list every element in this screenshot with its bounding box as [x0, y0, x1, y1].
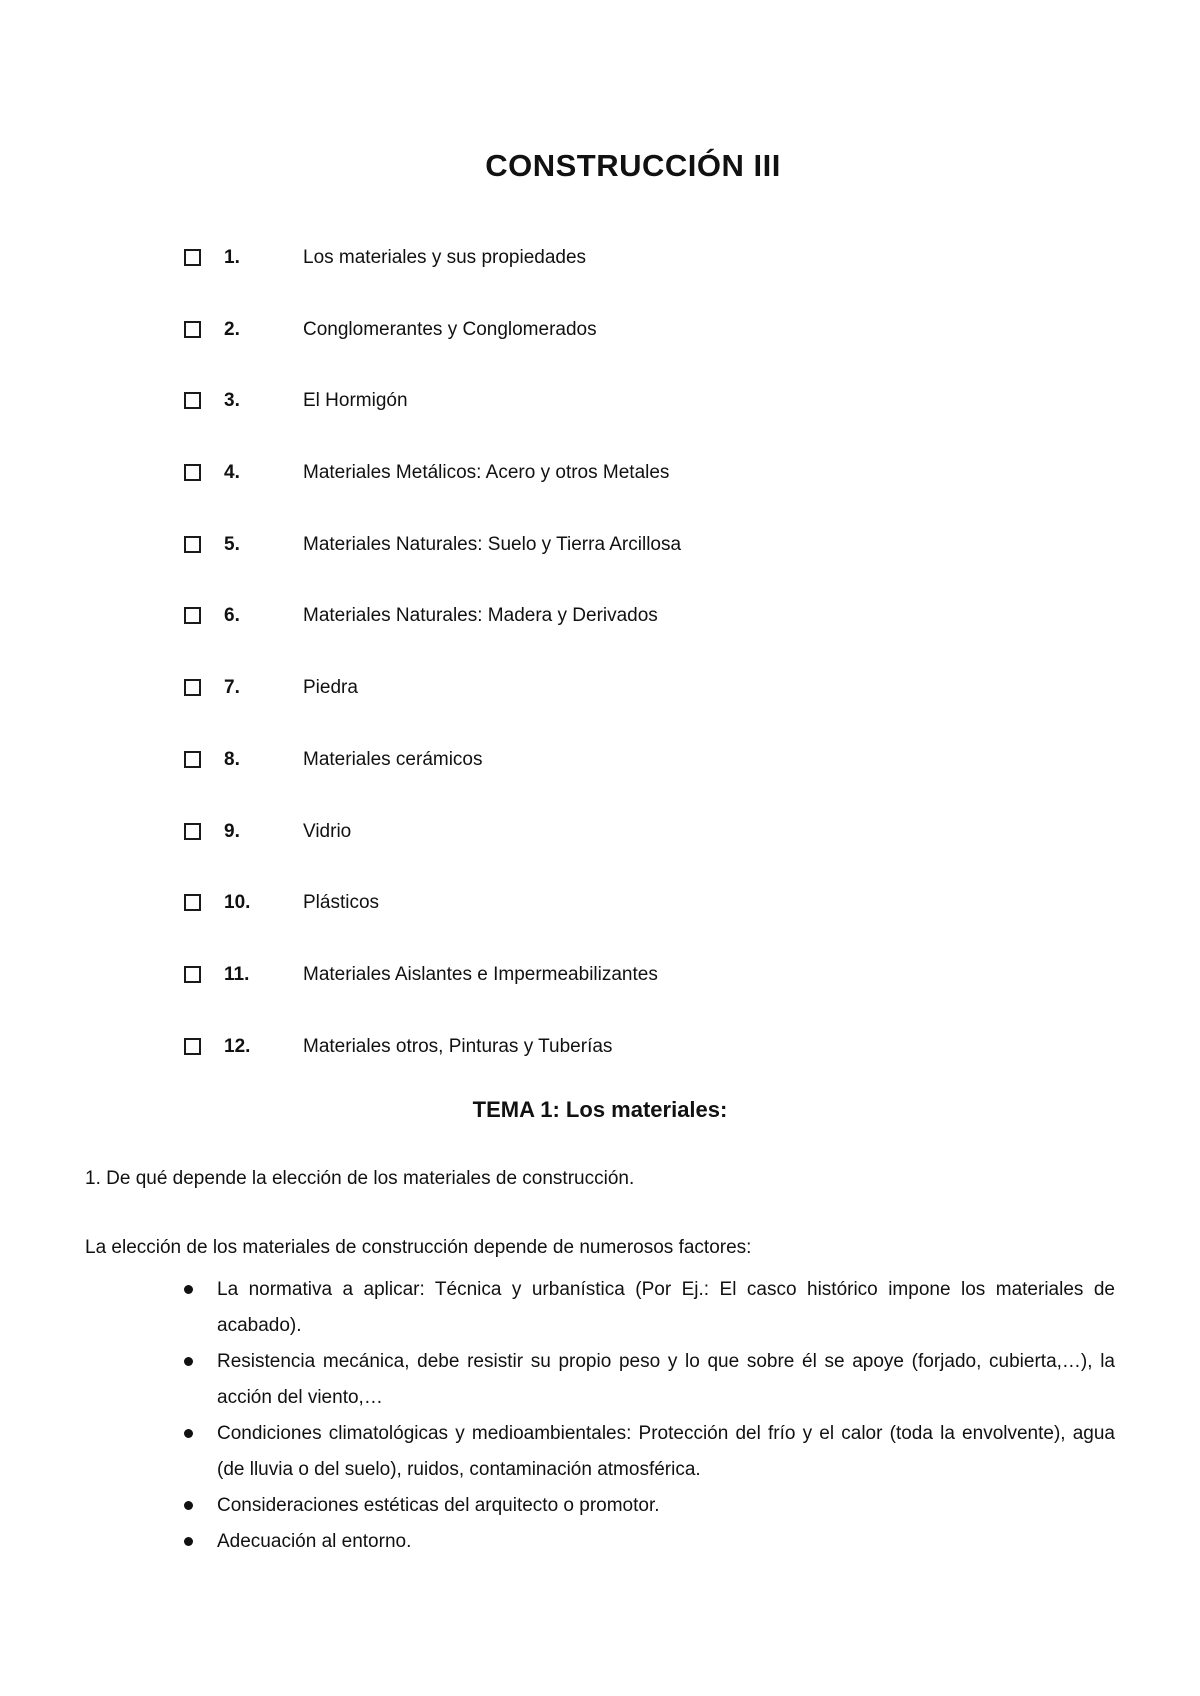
toc-number: 12. — [224, 1035, 251, 1057]
toc-label: Materiales Aislantes e Impermeabilizantes — [303, 963, 658, 985]
table-of-contents — [184, 246, 682, 1106]
toc-item — [184, 246, 587, 318]
toc-number: 11. — [224, 963, 250, 985]
toc-item — [184, 820, 352, 892]
toc-number: 4. — [224, 462, 240, 484]
toc-label: El Hormigón — [303, 390, 408, 412]
list-item — [175, 1344, 1115, 1416]
toc-number: 5. — [224, 533, 240, 555]
toc-item — [184, 604, 658, 676]
toc-label: Vidrio — [303, 820, 352, 842]
toc-number: 9. — [224, 820, 240, 842]
intro-paragraph: La elección de los materiales de construcción depende de numerosos factores: — [85, 1237, 752, 1258]
bullet-icon — [184, 1537, 193, 1546]
list-item-text: Adecuación al entorno. — [217, 1531, 412, 1552]
toc-label: Materiales Naturales: Madera y Derivados — [303, 605, 658, 627]
toc-number: 1. — [224, 247, 240, 268]
toc-label: Materiales cerámicos — [303, 748, 483, 770]
toc-number: 8. — [224, 748, 240, 770]
toc-label: Conglomerantes y Conglomerados — [303, 318, 597, 340]
toc-label: Materiales Metálicos: Acero y otros Metales — [303, 462, 670, 484]
list-item-text: Consideraciones estéticas del arquitecto o promotor. — [217, 1495, 660, 1516]
toc-label: Materiales Naturales: Suelo y Tierra Arcillosa — [303, 533, 682, 555]
bullet-icon — [184, 1357, 193, 1366]
checkbox-icon[interactable] — [184, 607, 201, 624]
checkbox-icon[interactable] — [184, 679, 201, 696]
checkbox-icon[interactable] — [184, 321, 201, 338]
toc-number: 2. — [224, 318, 240, 340]
list-item-text: Condiciones climatológicas y medioambientales: Protección del frío y el calor (toda la envolvente), agua (de lluvia o del suelo), ruidos, contaminación atmosférica. — [217, 1423, 1115, 1480]
list-item — [175, 1272, 1115, 1344]
toc-item — [184, 891, 380, 963]
factor-list — [175, 1272, 1115, 1560]
list-item-text: Resistencia mecánica, debe resistir su propio peso y lo que sobre él se apoye (forjado, cubierta,…), la acción del viento,… — [217, 1351, 1115, 1408]
toc-item — [184, 389, 408, 461]
question-heading: 1. De qué depende la elección de los materiales de construcción. — [85, 1168, 635, 1189]
toc-item — [184, 748, 483, 820]
toc-number: 7. — [224, 677, 240, 699]
checkbox-icon[interactable] — [184, 1038, 201, 1055]
toc-item — [184, 318, 597, 390]
toc-label: Materiales otros, Pinturas y Tuberías — [303, 1035, 613, 1057]
section-title: TEMA 1: Los materiales: — [472, 1097, 728, 1122]
toc-item — [184, 533, 682, 605]
document-title: CONSTRUCCIÓN III — [485, 148, 781, 183]
checkbox-icon[interactable] — [184, 823, 201, 840]
toc-number: 3. — [224, 390, 240, 412]
checkbox-icon[interactable] — [184, 392, 201, 409]
toc-item — [184, 676, 358, 748]
toc-label: Los materiales y sus propiedades — [303, 247, 587, 268]
checkbox-icon[interactable] — [184, 751, 201, 768]
toc-number: 6. — [224, 605, 240, 627]
toc-number: 10. — [224, 892, 251, 914]
list-item-text: La normativa a aplicar: Técnica y urbanística (Por Ej.: El casco histórico impone los materiales de acabado). — [217, 1279, 1115, 1336]
toc-item — [184, 461, 670, 533]
bullet-icon — [184, 1501, 193, 1510]
toc-label: Plásticos — [303, 892, 380, 914]
toc-item — [184, 963, 658, 1035]
checkbox-icon[interactable] — [184, 894, 201, 911]
toc-item — [184, 1035, 613, 1107]
list-item — [175, 1488, 1115, 1524]
bullet-icon — [184, 1285, 193, 1294]
list-item — [175, 1524, 1115, 1560]
checkbox-icon[interactable] — [184, 249, 201, 266]
checkbox-icon[interactable] — [184, 966, 201, 983]
bullet-icon — [184, 1429, 193, 1438]
toc-label: Piedra — [303, 677, 358, 699]
list-item — [175, 1416, 1115, 1488]
checkbox-icon[interactable] — [184, 536, 201, 553]
checkbox-icon[interactable] — [184, 464, 201, 481]
